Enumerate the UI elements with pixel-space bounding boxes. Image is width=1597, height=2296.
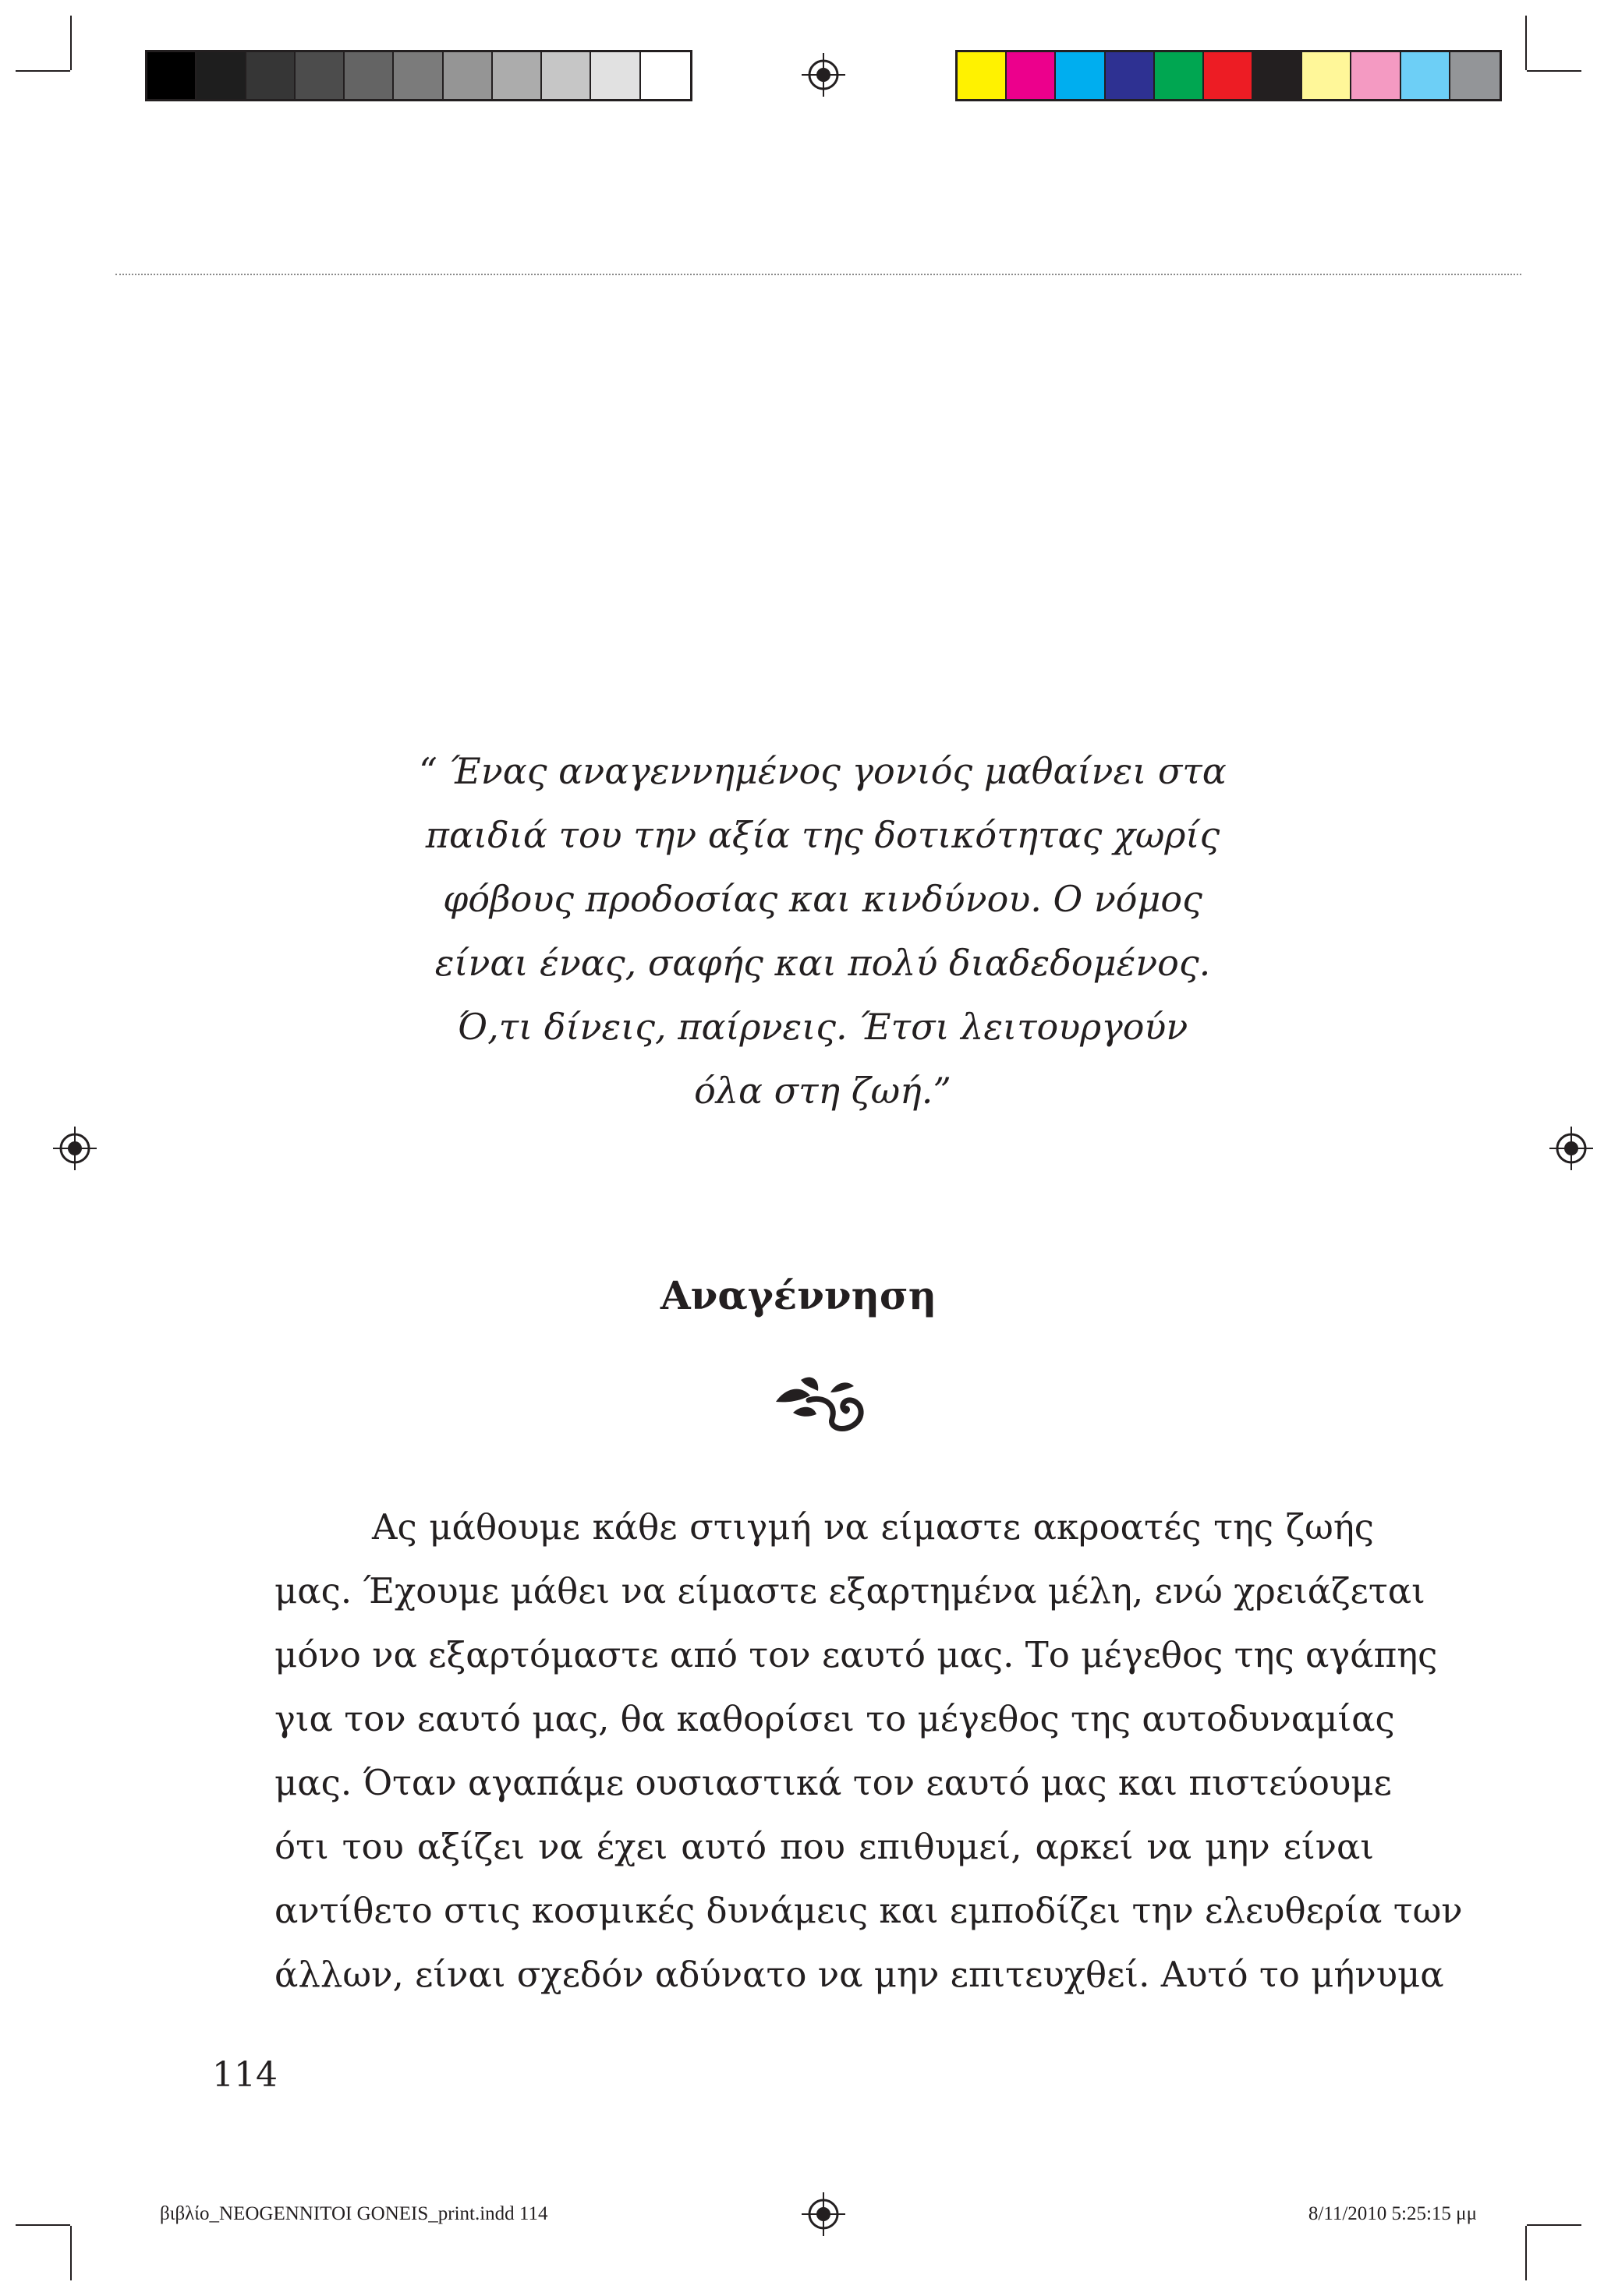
color-swatch <box>1351 52 1400 99</box>
color-swatch <box>246 52 296 99</box>
color-swatch <box>1401 52 1450 99</box>
crop-mark <box>1527 70 1581 72</box>
color-swatch <box>1450 52 1500 99</box>
quote-line: “ Ένας αναγεννημένος γονιός μαθαίνει στα <box>419 750 1227 792</box>
color-swatch <box>591 52 640 99</box>
color-swatch <box>1204 52 1253 99</box>
color-swatch <box>1253 52 1302 99</box>
epigraph-quote <box>374 739 1271 1123</box>
color-swatch <box>444 52 493 99</box>
color-swatch <box>296 52 345 99</box>
body-line: μόνο να εξαρτόμαστε από τον εαυτό μας. Το μέγεθος της αγάπης <box>274 1634 1438 1675</box>
registration-mark-icon <box>53 1127 97 1170</box>
body-line: άλλων, είναι σχεδόν αδύνατο να μην επιτευχθεί. Αυτό το μήνυμα <box>274 1954 1444 1995</box>
color-swatch <box>958 52 1007 99</box>
dotted-header-rule <box>115 274 1521 275</box>
quote-line: είναι ένας, σαφής και πολύ διαδεδομένος. <box>434 942 1211 984</box>
color-swatch <box>493 52 542 99</box>
body-line: μας. Έχουμε μάθει να είμαστε εξαρτημένα μέλη, ενώ χρειάζεται <box>274 1570 1425 1611</box>
color-swatch <box>1155 52 1204 99</box>
registration-mark-icon <box>1549 1127 1593 1170</box>
quote-line: παιδιά του την αξία της δοτικότητας χωρίς <box>425 814 1220 856</box>
color-swatch <box>1007 52 1056 99</box>
body-line: μας. Όταν αγαπάμε ουσιαστικά τον εαυτό μας και πιστεύουμε <box>274 1762 1392 1803</box>
section-heading: Αναγέννηση <box>660 1272 937 1318</box>
quote-line: φόβους προδοσίας και κινδύνου. Ο νόμος <box>443 878 1202 920</box>
body-line: αντίθετο στις κοσμικές δυνάμεις και εμποδίζει την ελευθερία των <box>274 1890 1463 1931</box>
slug-timestamp: 8/11/2010 5:25:15 μμ <box>1308 2203 1477 2224</box>
crop-mark <box>1525 16 1527 70</box>
process-color-bar <box>955 50 1502 101</box>
color-swatch <box>394 52 443 99</box>
grayscale-color-bar <box>145 50 692 101</box>
color-swatch <box>1302 52 1351 99</box>
color-swatch <box>197 52 246 99</box>
color-swatch <box>147 52 197 99</box>
body-paragraph <box>274 1495 1463 2007</box>
color-swatch <box>345 52 394 99</box>
crop-mark <box>16 2224 70 2226</box>
quote-line: όλα στη ζωή.” <box>694 1070 951 1112</box>
crop-mark <box>70 2226 72 2280</box>
color-swatch <box>641 52 690 99</box>
color-swatch <box>542 52 591 99</box>
registration-mark-icon <box>802 53 845 97</box>
floral-ornament-icon <box>770 1364 879 1435</box>
crop-mark <box>16 70 70 72</box>
quote-line: Ό,τι δίνεις, παίρνεις. Έτσι λειτουργούν <box>457 1006 1188 1048</box>
body-line: Ας μάθουμε κάθε στιγμή να είμαστε ακροατές της ζωής <box>372 1506 1374 1548</box>
registration-mark-icon <box>802 2192 845 2236</box>
page-number: 114 <box>212 2055 278 2095</box>
slug-filename: βιβλίο_NEOGENNITOI GONEIS_print.indd 114 <box>160 2203 548 2224</box>
crop-mark <box>1527 2224 1581 2226</box>
color-swatch <box>1056 52 1105 99</box>
crop-mark <box>70 16 72 70</box>
body-line: ότι του αξίζει να έχει αυτό που επιθυμεί, αρκεί να μην είναι <box>274 1826 1374 1867</box>
crop-mark <box>1525 2226 1527 2280</box>
color-swatch <box>1106 52 1155 99</box>
body-line: για τον εαυτό μας, θα καθορίσει το μέγεθος της αυτοδυναμίας <box>274 1698 1395 1739</box>
